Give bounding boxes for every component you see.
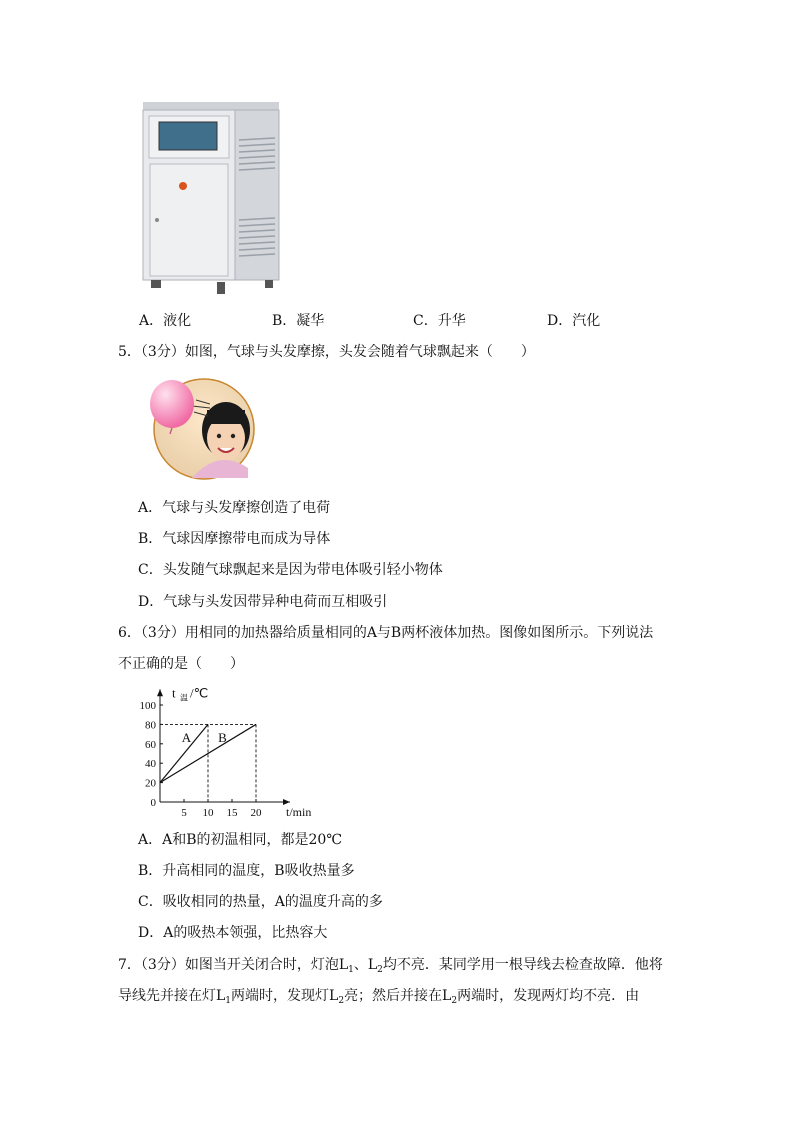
y-tick-label: 100: [139, 700, 156, 712]
series-label-a: A: [181, 729, 192, 745]
q7-line2-part-b: 两端时，发现灯L: [231, 988, 339, 1004]
q7-line2-part-d: 两端时，发现两灯均不亮．由: [457, 988, 640, 1004]
q7-line2-part-c: 亮；然后并接在L: [344, 988, 452, 1004]
q6-option-d: D．A的吸热本领强，比热容大: [138, 925, 328, 941]
temperature-time-chart: [128, 682, 328, 822]
q6-option-c: C．吸收相同的热量，A的温度升高的多: [138, 894, 383, 910]
q7-line1-part-c: 均不亮．某同学用一根导线去检查故障．他将: [382, 957, 663, 973]
series-line-b: [160, 724, 256, 782]
q5-option-b: B．气球因摩擦带电而成为导体: [138, 531, 331, 547]
q4-option-b: B．凝华: [272, 313, 325, 329]
q7-line2-sub-2: 2: [338, 996, 345, 1006]
q4-option-a: A．液化: [139, 313, 192, 329]
q7-stem-line2: [118, 986, 639, 1008]
x-axis-label: t/min: [286, 805, 312, 819]
q7-line2-sub-1: 1: [225, 996, 232, 1006]
q7-line2-sub-3: 2: [451, 996, 458, 1006]
y-tick-label: 60: [145, 738, 156, 751]
q7-line1-sub-1: 1: [348, 965, 354, 975]
chiller-machine-image: [137, 100, 287, 300]
q6-stem-line1: 6．（3分）用相同的加热器给质量相同的A与B两杯液体加热。图像如图所示。下列说法: [118, 625, 654, 641]
q5-stem: 5．（3分）如图，气球与头发摩擦，头发会随着气球飘起来（ ）: [118, 344, 535, 360]
y-tick-label: 20: [145, 777, 156, 790]
q7-line1-part-a: 7．（3分）如图当开关闭合时，灯泡L: [118, 957, 349, 973]
q7-line1-part-b: 、L: [353, 957, 378, 973]
y-tick-label: 40: [145, 758, 156, 771]
q5-option-d: D．气球与头发因带异种电荷而互相吸引: [138, 594, 388, 610]
y-axis-label-sub: 温: [180, 693, 188, 703]
x-tick-label: 10: [202, 807, 214, 819]
q4-option-c: C．升华: [413, 313, 466, 329]
q6-option-b: B．升高相同的温度，B吸收热量多: [138, 863, 355, 879]
y-tick-label: 80: [145, 719, 156, 732]
q7-stem-line1: [118, 955, 663, 977]
q7-line1-sub-2: 2: [377, 965, 383, 975]
y-tick-label: 0: [150, 797, 156, 809]
x-tick-label: 15: [226, 807, 238, 819]
q6-stem-line2: 不正确的是（ ）: [118, 656, 244, 672]
series-label-b: B: [218, 729, 227, 745]
balloon-girl-image: [148, 378, 260, 480]
q7-line2-part-a: 导线先并接在灯L: [118, 988, 226, 1004]
x-tick-label: 20: [250, 807, 262, 819]
x-tick-label: 5: [181, 807, 187, 819]
q4-option-d: D．汽化: [547, 313, 601, 329]
q6-option-a: A．A和B的初温相同，都是20℃: [138, 832, 342, 848]
y-axis-label-main: t: [172, 685, 176, 701]
y-axis-arrow: [157, 689, 163, 696]
q5-option-a: A．气球与头发摩擦创造了电荷: [138, 500, 331, 516]
q5-option-c: C．头发随气球飘起来是因为带电体吸引轻小物体: [138, 562, 443, 578]
y-axis-label-unit: /℃: [190, 685, 209, 701]
